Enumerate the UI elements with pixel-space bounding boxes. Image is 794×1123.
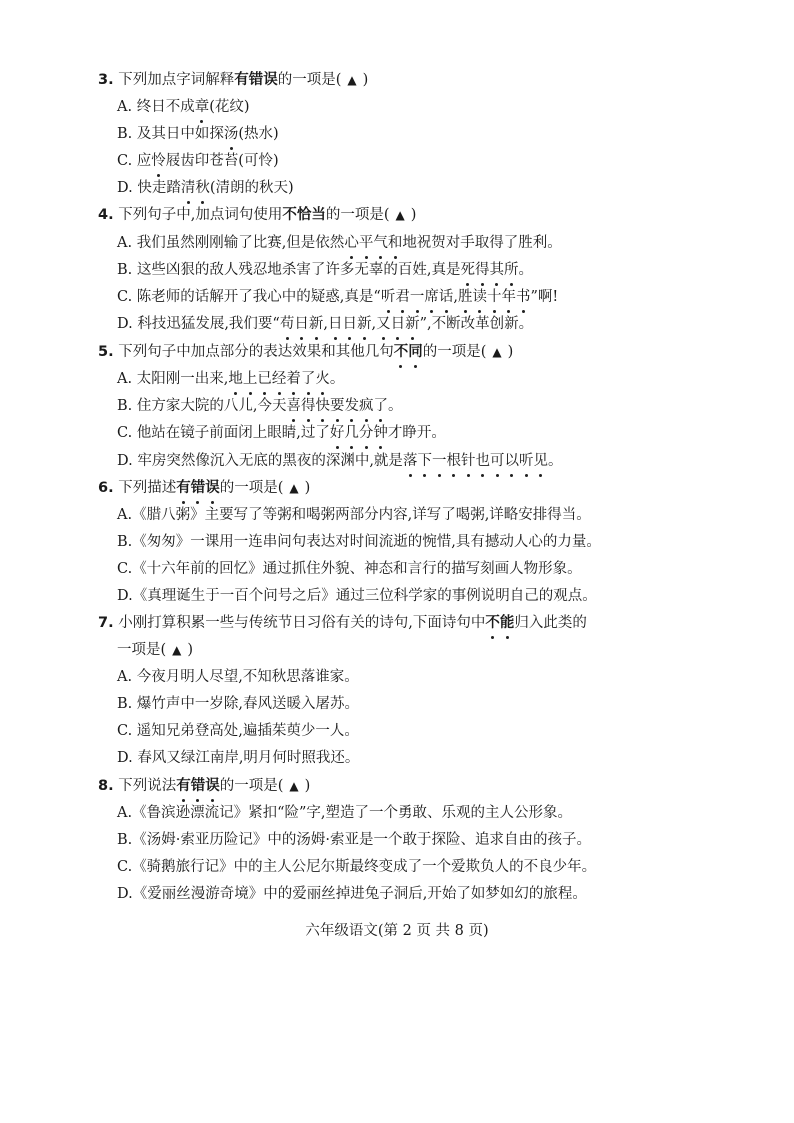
question-7-stem: 7. 小刚打算积累一些与传统节日习俗有关的诗句,下面诗句中不能归入此类的 bbox=[98, 610, 698, 636]
option-5a: A. 太阳刚一出来,地上已经着了火。 bbox=[117, 366, 697, 392]
option-3a: A. 终日不成章(花纹) bbox=[117, 94, 697, 120]
option-5b: B. 住方家大院的八儿,今天喜得快要发疯了。 bbox=[117, 393, 697, 419]
question-7-stem-line2: 一项是( ▲ ) bbox=[117, 642, 194, 658]
answer-marker-icon: ▲ bbox=[172, 643, 182, 657]
option-3c: C. 应怜屐齿印苍苔(可怜) bbox=[117, 148, 697, 174]
answer-marker-icon: ▲ bbox=[395, 208, 405, 222]
option-4c: C. 陈老师的话解开了我心中的疑惑,真是“听君一席话,胜读十年书”啊! bbox=[117, 284, 697, 310]
dotted-word: 地上已经着了火 bbox=[228, 371, 330, 387]
dotted-word: 汤 bbox=[224, 121, 239, 147]
option-7c: C. 遥知兄弟登高处,遍插茱萸少一人。 bbox=[117, 723, 359, 739]
page-footer: 六年级语文(第 2 页 共 8 页) bbox=[305, 923, 489, 939]
dotted-word: 听君一席话,胜读十年书 bbox=[381, 289, 531, 305]
option-6c: C.《十六年前的回忆》通过抓住外貌、神态和言行的描写刻画人物形象。 bbox=[117, 561, 582, 577]
dotted-word: 心平气和 bbox=[344, 235, 402, 251]
dotted-word: 喜得快要发疯了 bbox=[286, 398, 388, 414]
answer-marker-icon: ▲ bbox=[289, 779, 299, 793]
option-6a: A.《腊八粥》主要写了等粥和喝粥两部分内容,详写了喝粥,详略安排得当。 bbox=[117, 507, 591, 523]
question-8-stem: 8. 下列说法有错误的一项是( ▲ ) bbox=[98, 773, 698, 799]
emphasis-word: 有错误 bbox=[176, 479, 220, 496]
option-3b: B. 及其日中如探汤(热水) bbox=[117, 121, 697, 147]
answer-marker-icon: ▲ bbox=[492, 345, 502, 359]
emphasis-word: 不能 bbox=[485, 614, 514, 631]
question-6-stem: 6. 下列描述有错误的一项是( ▲ ) bbox=[98, 475, 698, 501]
option-6b: B.《匆匆》一课用一连串问句表达对时间流逝的惋惜,具有撼动人心的力量。 bbox=[117, 534, 601, 550]
question-4-stem: 4. 下列句子中,加点词句使用不恰当的一项是( ▲ ) bbox=[98, 206, 417, 223]
option-5d: D. 牢房突然像沉入无底的黑夜的深渊中,就是落下一根针也可以听见。 bbox=[117, 448, 697, 474]
option-8a: A.《鲁滨逊漂流记》紧扣“险”字,塑造了一个勇敢、乐观的主人公形象。 bbox=[117, 805, 573, 821]
option-8d: D.《爱丽丝漫游奇境》中的爱丽丝掉进兔子洞后,开始了如梦如幻的旅程。 bbox=[117, 886, 587, 902]
option-6d: D.《真理诞生于一百个问号之后》通过三位科学家的事例说明自己的观点。 bbox=[117, 588, 597, 604]
dotted-word: 苟日新,日日新,又日新 bbox=[280, 316, 420, 332]
emphasis-word: 不恰当 bbox=[282, 206, 326, 223]
option-4a: A. 我们虽然刚刚输了比赛,但是依然心平气和地祝贺对手取得了胜利。 bbox=[117, 230, 697, 256]
answer-marker-icon: ▲ bbox=[289, 481, 299, 495]
dotted-word: 好几分钟 bbox=[330, 425, 388, 441]
option-8b: B.《汤姆·索亚历险记》中的汤姆·索亚是一个敢于探险、追求自由的孩子。 bbox=[117, 832, 591, 848]
option-3d: D. 快走踏清秋(清朗的秋天) bbox=[117, 175, 697, 201]
option-4b: B. 这些凶狠的敌人残忍地杀害了许多无辜的百姓,真是死得其所。 bbox=[117, 257, 697, 283]
emphasis-word: 有错误 bbox=[176, 777, 220, 794]
option-8c: C.《骑鹅旅行记》中的主人公尼尔斯最终变成了一个爱欺负人的不良少年。 bbox=[117, 859, 597, 875]
option-7a: A. 今夜月明人尽望,不知秋思落谁家。 bbox=[117, 669, 359, 685]
answer-marker-icon: ▲ bbox=[347, 73, 357, 87]
option-5c: C. 他站在镜子前面闭上眼睛,过了好几分钟才睁开。 bbox=[117, 420, 697, 446]
dotted-word: 清秋 bbox=[181, 180, 210, 196]
emphasis-word: 不同 bbox=[394, 343, 423, 360]
option-7b: B. 爆竹声中一岁除,春风送暖入屠苏。 bbox=[117, 696, 359, 712]
emphasis-word: 有错误 bbox=[234, 71, 278, 88]
option-4d: D. 科技迅猛发展,我们要“苟日新,日日新,又日新”,不断改革创新。 bbox=[117, 311, 697, 337]
question-3-stem: 3. 下列加点字词解释有错误的一项是( ▲ ) bbox=[98, 71, 369, 88]
dotted-word: 怜 bbox=[151, 148, 166, 174]
dotted-word: 落下一根针也可以听见 bbox=[403, 453, 548, 469]
question-5-stem: 5. 下列句子中加点部分的表达效果和其他几句不同的一项是( ▲ ) bbox=[98, 339, 698, 365]
option-7d: D. 春风又绿江南岸,明月何时照我还。 bbox=[117, 750, 360, 766]
dotted-word: 死得其所 bbox=[460, 262, 518, 278]
dotted-word: 章 bbox=[195, 94, 210, 120]
